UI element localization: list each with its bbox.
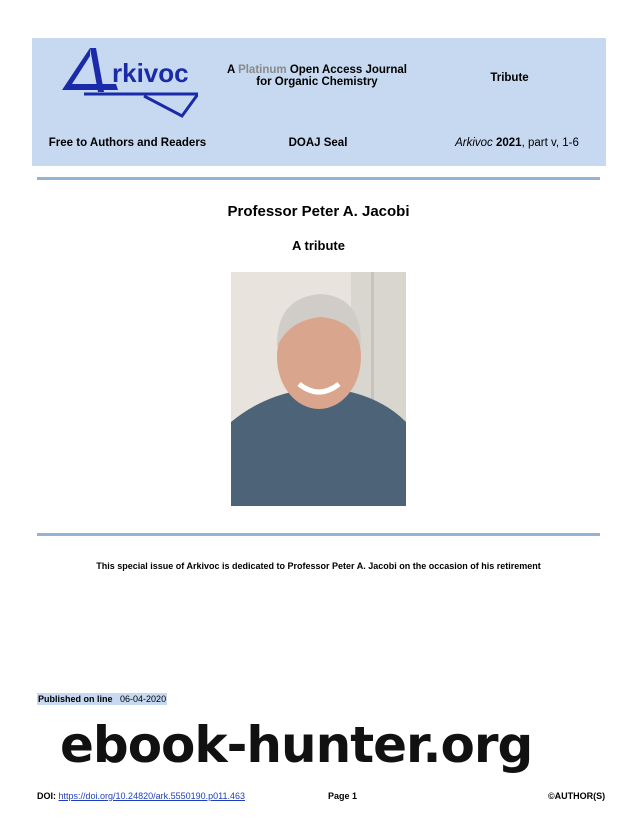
citation bbox=[432, 137, 602, 149]
citation-year: 2021 bbox=[496, 137, 522, 149]
published-label: Published on line bbox=[38, 694, 113, 704]
tagline-prefix: A bbox=[226, 64, 235, 76]
footer-doi bbox=[37, 790, 245, 802]
copyright: ©AUTHOR(S) bbox=[548, 791, 606, 801]
doaj-seal-label: DOAJ Seal bbox=[288, 137, 348, 149]
tagline-suffix: Open Access Journal bbox=[289, 64, 408, 76]
divider-bottom bbox=[37, 533, 600, 536]
doi-link[interactable]: https://doi.org/10.24820/ark.5550190.p011.463 bbox=[58, 791, 245, 801]
tagline-platinum: Platinum bbox=[238, 64, 287, 76]
tagline-line2: for Organic Chemistry bbox=[256, 76, 378, 88]
arkivoc-logo bbox=[58, 44, 198, 124]
journal-tagline bbox=[212, 64, 422, 88]
dedication-text: This special issue of Arkivoc is dedicated to Professor Peter A. Jacobi on the occasion of his retirement bbox=[96, 561, 541, 571]
published-online bbox=[37, 693, 167, 705]
doi-label: DOI: bbox=[37, 791, 56, 801]
journal-header bbox=[32, 38, 606, 166]
free-label: Free to Authors and Readers bbox=[48, 137, 207, 149]
citation-journal: Arkivoc bbox=[455, 137, 493, 149]
portrait-photo bbox=[231, 272, 406, 506]
section-label: Tribute bbox=[490, 72, 529, 84]
watermark: ebook-hunter.org bbox=[60, 716, 533, 774]
article-subtitle: A tribute bbox=[292, 238, 345, 253]
article-title: Professor Peter A. Jacobi bbox=[227, 203, 410, 220]
divider-top bbox=[37, 177, 600, 180]
citation-rest: , part v, 1-6 bbox=[521, 137, 579, 149]
published-date: 06-04-2020 bbox=[120, 694, 167, 704]
page-number: Page 1 bbox=[328, 791, 358, 801]
svg-text:rkivoc: rkivoc bbox=[112, 58, 189, 88]
